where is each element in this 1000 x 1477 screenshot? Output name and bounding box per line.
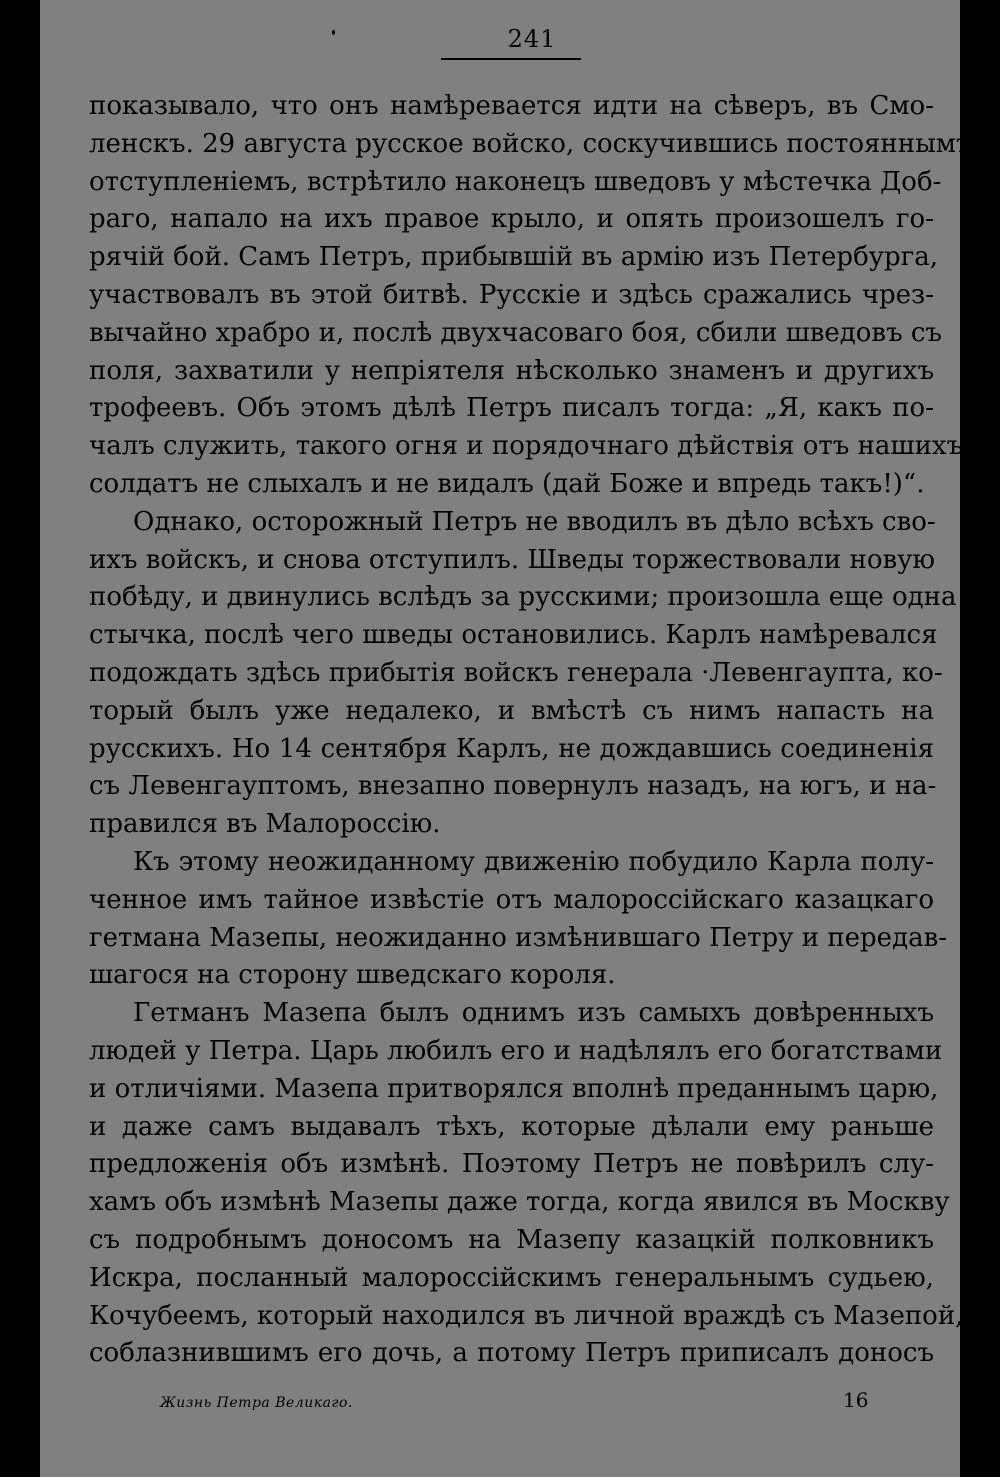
text-line: Къ этому неожиданному движенію побудило Карла полу-	[133, 846, 934, 877]
book-page	[40, 0, 973, 1477]
body-text	[89, 88, 973, 1373]
text-line: участвовалъ въ этой битвѣ. Русскіе и здѣсь сражались чрез-	[89, 279, 934, 310]
scan-speck	[23, 1432, 27, 1438]
text-line: отступленіемъ, встрѣтило наконецъ шведовъ у мѣстечка Доб-	[89, 166, 942, 197]
text-line: правился въ Малороссію.	[89, 809, 441, 840]
text-line: побѣду, и двинулись вслѣдъ за русскими; произошла еще одна	[89, 582, 957, 613]
text-line: и даже самъ выдавалъ тѣхъ, которые дѣлали ему раньше	[89, 1111, 934, 1142]
footer-signature-mark: 16	[843, 1388, 869, 1412]
text-line: торый былъ уже недалеко, и вмѣстѣ съ нимъ напасть на	[89, 695, 934, 726]
text-line: солдатъ не слыхалъ и не видалъ (дай Боже и впредь такъ!)“.	[89, 468, 925, 499]
text-line: ленскъ. 29 августа русское войско, соскучившись постояннымъ	[89, 128, 973, 159]
text-line: трофеевъ. Объ этомъ дѣлѣ Петръ писалъ тогда: „Я, какъ по-	[89, 393, 934, 424]
text-line: русскихъ. Но 14 сентября Карлъ, не дождавшись соединенія	[89, 733, 934, 764]
text-line: поля, захватили у непріятеля нѣсколько знаменъ и другихъ	[89, 355, 934, 386]
text-line: хамъ объ измѣнѣ Мазепы даже тогда, когда явился въ Москву	[89, 1187, 950, 1218]
text-line: шагося на сторону шведскаго короля.	[89, 960, 616, 991]
text-line: гетмана Мазепы, неожиданно измѣнившаго Петру и передав-	[89, 922, 947, 953]
text-line: Однако, осторожный Петръ не вводилъ въ дѣло всѣхъ сво-	[133, 506, 936, 537]
text-line: стычка, послѣ чего шведы остановились. Карлъ намѣревался	[89, 620, 938, 651]
scan-speck	[332, 30, 335, 35]
text-line: Искра, посланный малороссійскимъ генеральнымъ судьею,	[89, 1262, 934, 1293]
text-line: съ подробнымъ доносомъ на Мазепу казацкій полковникъ	[89, 1224, 934, 1255]
text-line: Гетманъ Мазепа былъ однимъ изъ самыхъ довѣренныхъ	[133, 998, 934, 1029]
text-line: соблазнившимъ его дочь, а потому Петръ приписалъ доносъ	[89, 1338, 934, 1369]
text-line: ченное имъ тайное извѣстіе отъ малороссійскаго казацкаго	[89, 884, 934, 915]
text-line: раго, напало на ихъ правое крыло, и опять произошелъ го-	[89, 204, 934, 235]
text-line: подождать здѣсь прибытія войскъ генерала ·Левенгаупта, ко-	[89, 657, 943, 688]
text-line: рячій бой. Самъ Петръ, прибывшій въ армію изъ Петербурга,	[89, 242, 939, 273]
text-line: показывало, что онъ намѣревается идти на сѣверъ, въ Смо-	[89, 91, 934, 121]
text-line: и отличіями. Мазепа притворялся вполнѣ преданнымъ царю,	[89, 1073, 939, 1104]
text-line: Кочубеемъ, который находился въ личной враждѣ съ Мазепой,	[89, 1300, 964, 1331]
text-line: предложенія объ измѣнѣ. Поэтому Петръ не повѣрилъ слу-	[89, 1149, 934, 1180]
text-line: съ Левенгауптомъ, внезапно повернулъ назадъ, на югъ, и на-	[89, 771, 937, 802]
page-number: 241	[507, 25, 557, 53]
footer-book-title: Жизнь Петра Великаго.	[160, 1395, 353, 1411]
text-line: людей у Петра. Царь любилъ его и надѣлялъ его богатствами	[89, 1035, 943, 1066]
text-line: чалъ служить, такого огня и порядочнаго дѣйствія отъ нашихъ	[89, 431, 964, 462]
text-line: ихъ войскъ, и снова отступилъ. Шведы торжествовали новую	[89, 544, 936, 575]
text-line: вычайно храбро и, послѣ двухчасоваго боя, сбили шведовъ съ	[89, 317, 942, 348]
page-number-rule	[441, 58, 581, 60]
